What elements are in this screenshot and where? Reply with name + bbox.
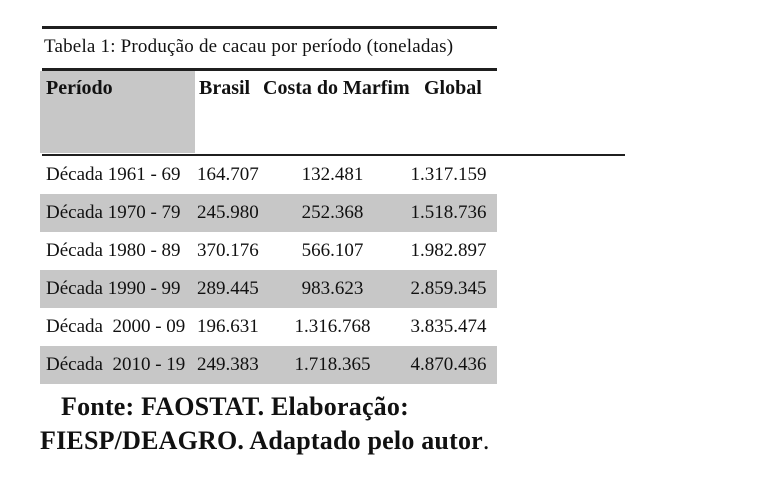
- cell-global: 2.859.345: [410, 278, 487, 299]
- column-header-periodo: Período: [46, 77, 113, 99]
- cell-global: 1.317.159: [410, 164, 487, 185]
- column-header-brasil: Brasil: [199, 77, 251, 99]
- source-note-line2-bold: FIESP/DEAGRO. Adaptado pelo autor: [40, 426, 483, 455]
- cell-brasil: 370.176: [197, 240, 259, 261]
- cell-periodo: Década 1980 - 89: [46, 240, 181, 261]
- cell-brasil: 249.383: [197, 354, 259, 375]
- cell-costa-do-marfim: 566.107: [301, 240, 364, 261]
- cell-brasil: 289.445: [197, 278, 259, 299]
- cell-costa-do-marfim: 132.481: [301, 164, 364, 185]
- table-caption: Tabela 1: Produção de cacau por período (toneladas): [44, 36, 454, 57]
- cell-periodo: Década 2010 - 19: [46, 354, 186, 375]
- cell-costa-do-marfim: 1.316.768: [294, 316, 371, 337]
- cell-costa-do-marfim: 983.623: [301, 278, 364, 299]
- cell-global: 3.835.474: [410, 316, 487, 337]
- source-note-line2: [40, 424, 660, 458]
- table-row-2000-09: [40, 308, 497, 346]
- cell-periodo: Década 1961 - 69: [46, 164, 181, 185]
- table-row-1970-79: [40, 194, 497, 232]
- cell-periodo: Década 1970 - 79: [46, 202, 181, 223]
- source-note: [40, 390, 660, 458]
- header-cell-periodo: [40, 71, 195, 153]
- cell-global: 1.982.897: [410, 240, 487, 261]
- caption-top-rule: [42, 26, 497, 29]
- table-row-1980-89: [40, 232, 497, 270]
- column-header-global: Global: [424, 77, 482, 99]
- table-row-1990-99: [40, 270, 497, 308]
- source-note-line1: Fonte: FAOSTAT. Elaboração:: [61, 392, 409, 421]
- cell-global: 4.870.436: [410, 354, 487, 375]
- table-row-1961-69: [40, 156, 497, 194]
- cell-costa-do-marfim: 1.718.365: [294, 354, 371, 375]
- cell-costa-do-marfim: 252.368: [301, 202, 364, 223]
- cell-global: 1.518.736: [410, 202, 487, 223]
- cell-periodo: Década 2000 - 09: [46, 316, 186, 337]
- cell-brasil: 245.980: [197, 202, 259, 223]
- cell-brasil: 164.707: [197, 164, 259, 185]
- source-note-final-period: .: [482, 426, 490, 455]
- cell-brasil: 196.631: [197, 316, 259, 337]
- table-row-2010-19: [40, 346, 497, 384]
- column-header-costa-do-marfim: Costa do Marfim: [263, 77, 410, 99]
- cell-periodo: Década 1990 - 99: [46, 278, 181, 299]
- table-body: [40, 156, 497, 384]
